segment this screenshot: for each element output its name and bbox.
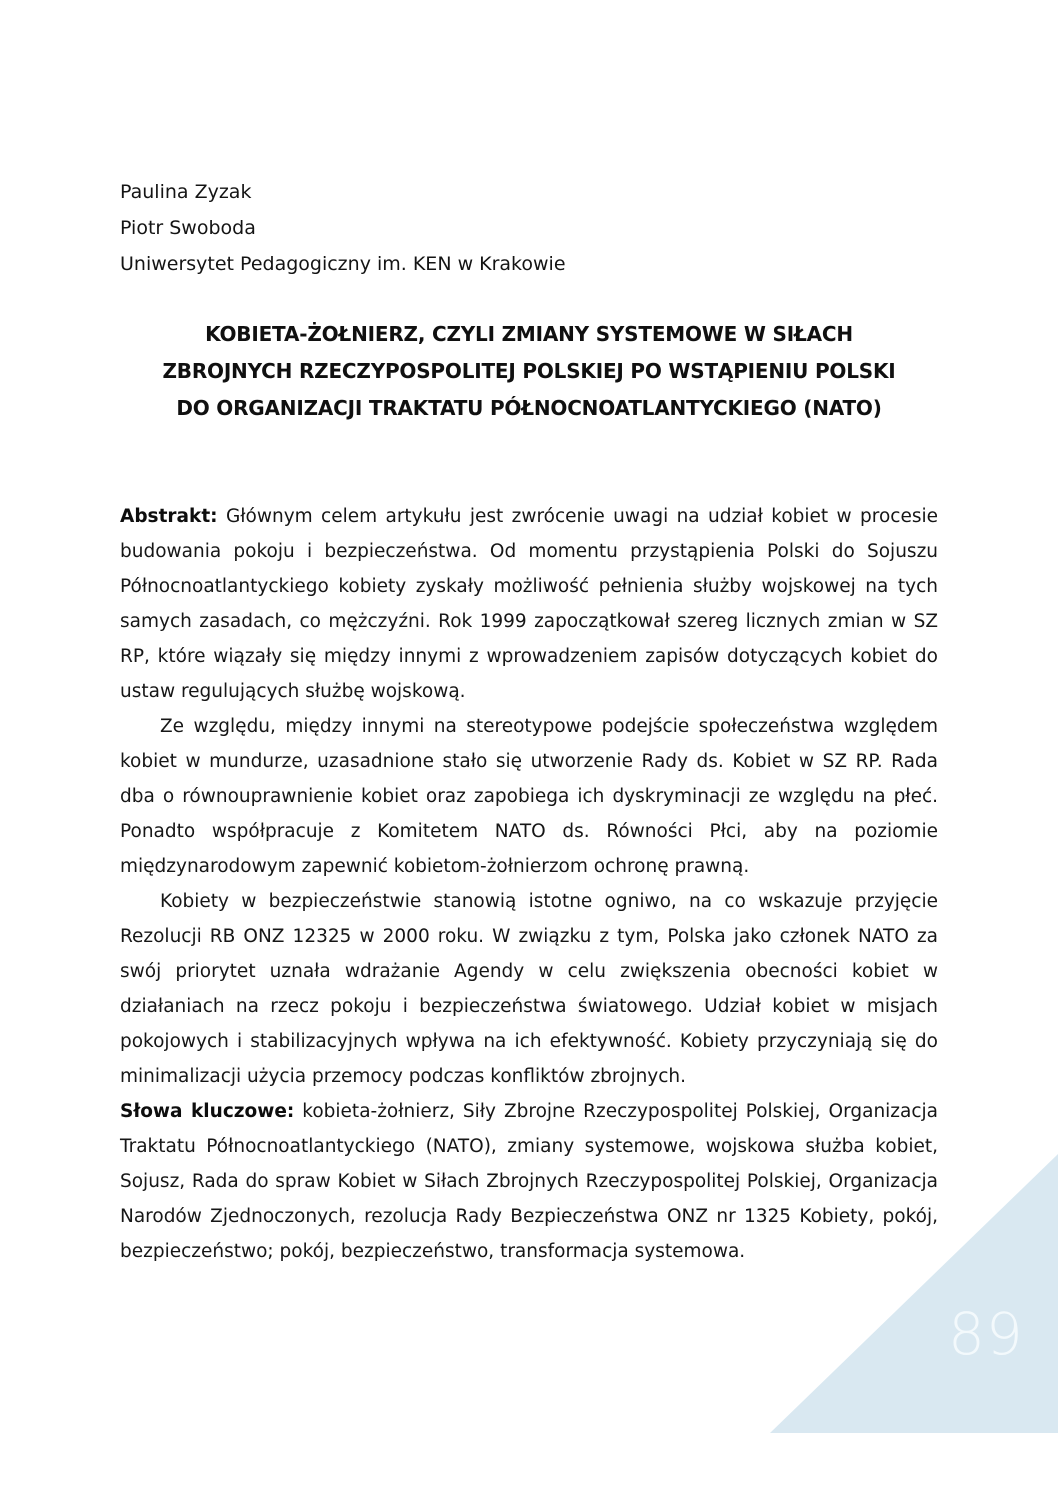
affiliation: Uniwersytet Pedagogiczny im. KEN w Krakowie [120,253,566,275]
abstract-paragraph-3: Kobiety w bezpieczeństwie stanowią istotne ogniwo, na co wskazuje przyjęcie Rezolucji RB ONZ 12325 w 2000 roku. W związku z tym, Polska jako członek NATO za swój priorytet uznała wdrażanie Agendy w celu zwiększenia obecności kobiet w działaniach na rzecz pokoju i bezpieczeństwa światowego. Udział kobiet w misjach pokojowych i stabilizacyjnych wpływa na ich efektywność. Kobiety przyczyniają się do minimalizacji użycia przemocy podczas konfliktów zbrojnych. [120,891,938,1087]
article-title: KOBIETA-ŻOŁNIERZ, CZYLI ZMIANY SYSTEMOWE W SIŁACH ZBROJNYCH RZECZYPOSPOLITEJ POLSKIEJ PO WSTĄPIENIU POLSKI DO ORGANIZACJI TRAKTATU PÓŁNOCNOATLANTYCKIEGO (NATO) [162,322,896,420]
abstract-label: Abstrakt: [120,506,218,527]
abstract-paragraph-1-text: Głównym celem artykułu jest zwrócenie uwagi na udział kobiet w procesie budowania pokoju i bezpieczeństwa. Od momentu przystąpienia Polski do Sojuszu Północnoatlantyckiego kobiety zyskały możliwość pełnienia służby wojskowej na tych samych zasadach, co mężczyźni. Rok 1999 zapoczątkował szereg licznych zmian w SZ RP, które wiązały się między innymi z wprowadzeniem zapisów dotyczących kobiet do ustaw regulujących służbę wojskową. [120,506,938,702]
abstract-section [120,499,938,1269]
author-block [120,174,938,282]
abstract-paragraph-1 [120,499,938,709]
page-number: 89 [948,1300,1024,1368]
keywords-text: kobieta-żołnierz, Siły Zbrojne Rzeczypospolitej Polskiej, Organizacja Traktatu Północnoatlantyckiego (NATO), zmiany systemowe, wojskowa służba kobiet, Sojusz, Rada do spraw Kobiet w Siłach Zbrojnych Rzeczypospolitej Polskiej, Organizacja Narodów Zjednoczonych, rezolucja Rady Bezpieczeństwa ONZ nr 1325 Kobiety, pokój, bezpieczeństwo; pokój, bezpieczeństwo, transformacja systemowa. [120,1101,938,1262]
author-name-1: Paulina Zyzak [120,181,252,203]
abstract-paragraph-2: Ze względu, między innymi na stereotypowe podejście społeczeństwa względem kobiet w mundurze, uzasadnione stało się utworzenie Rady ds. Kobiet w SZ RP. Rada dba o równouprawnienie kobiet oraz zapobiega ich dyskryminacji ze względu na płeć. Ponadto współpracuje z Komitetem NATO ds. Równości Płci, aby na poziomie międzynarodowym zapewnić kobietom-żołnierzom ochronę prawną. [120,716,938,877]
keywords-label: Słowa kluczowe: [120,1101,295,1122]
page-content [120,174,938,1269]
author-name-2: Piotr Swoboda [120,217,256,239]
keywords-paragraph [120,1094,938,1269]
